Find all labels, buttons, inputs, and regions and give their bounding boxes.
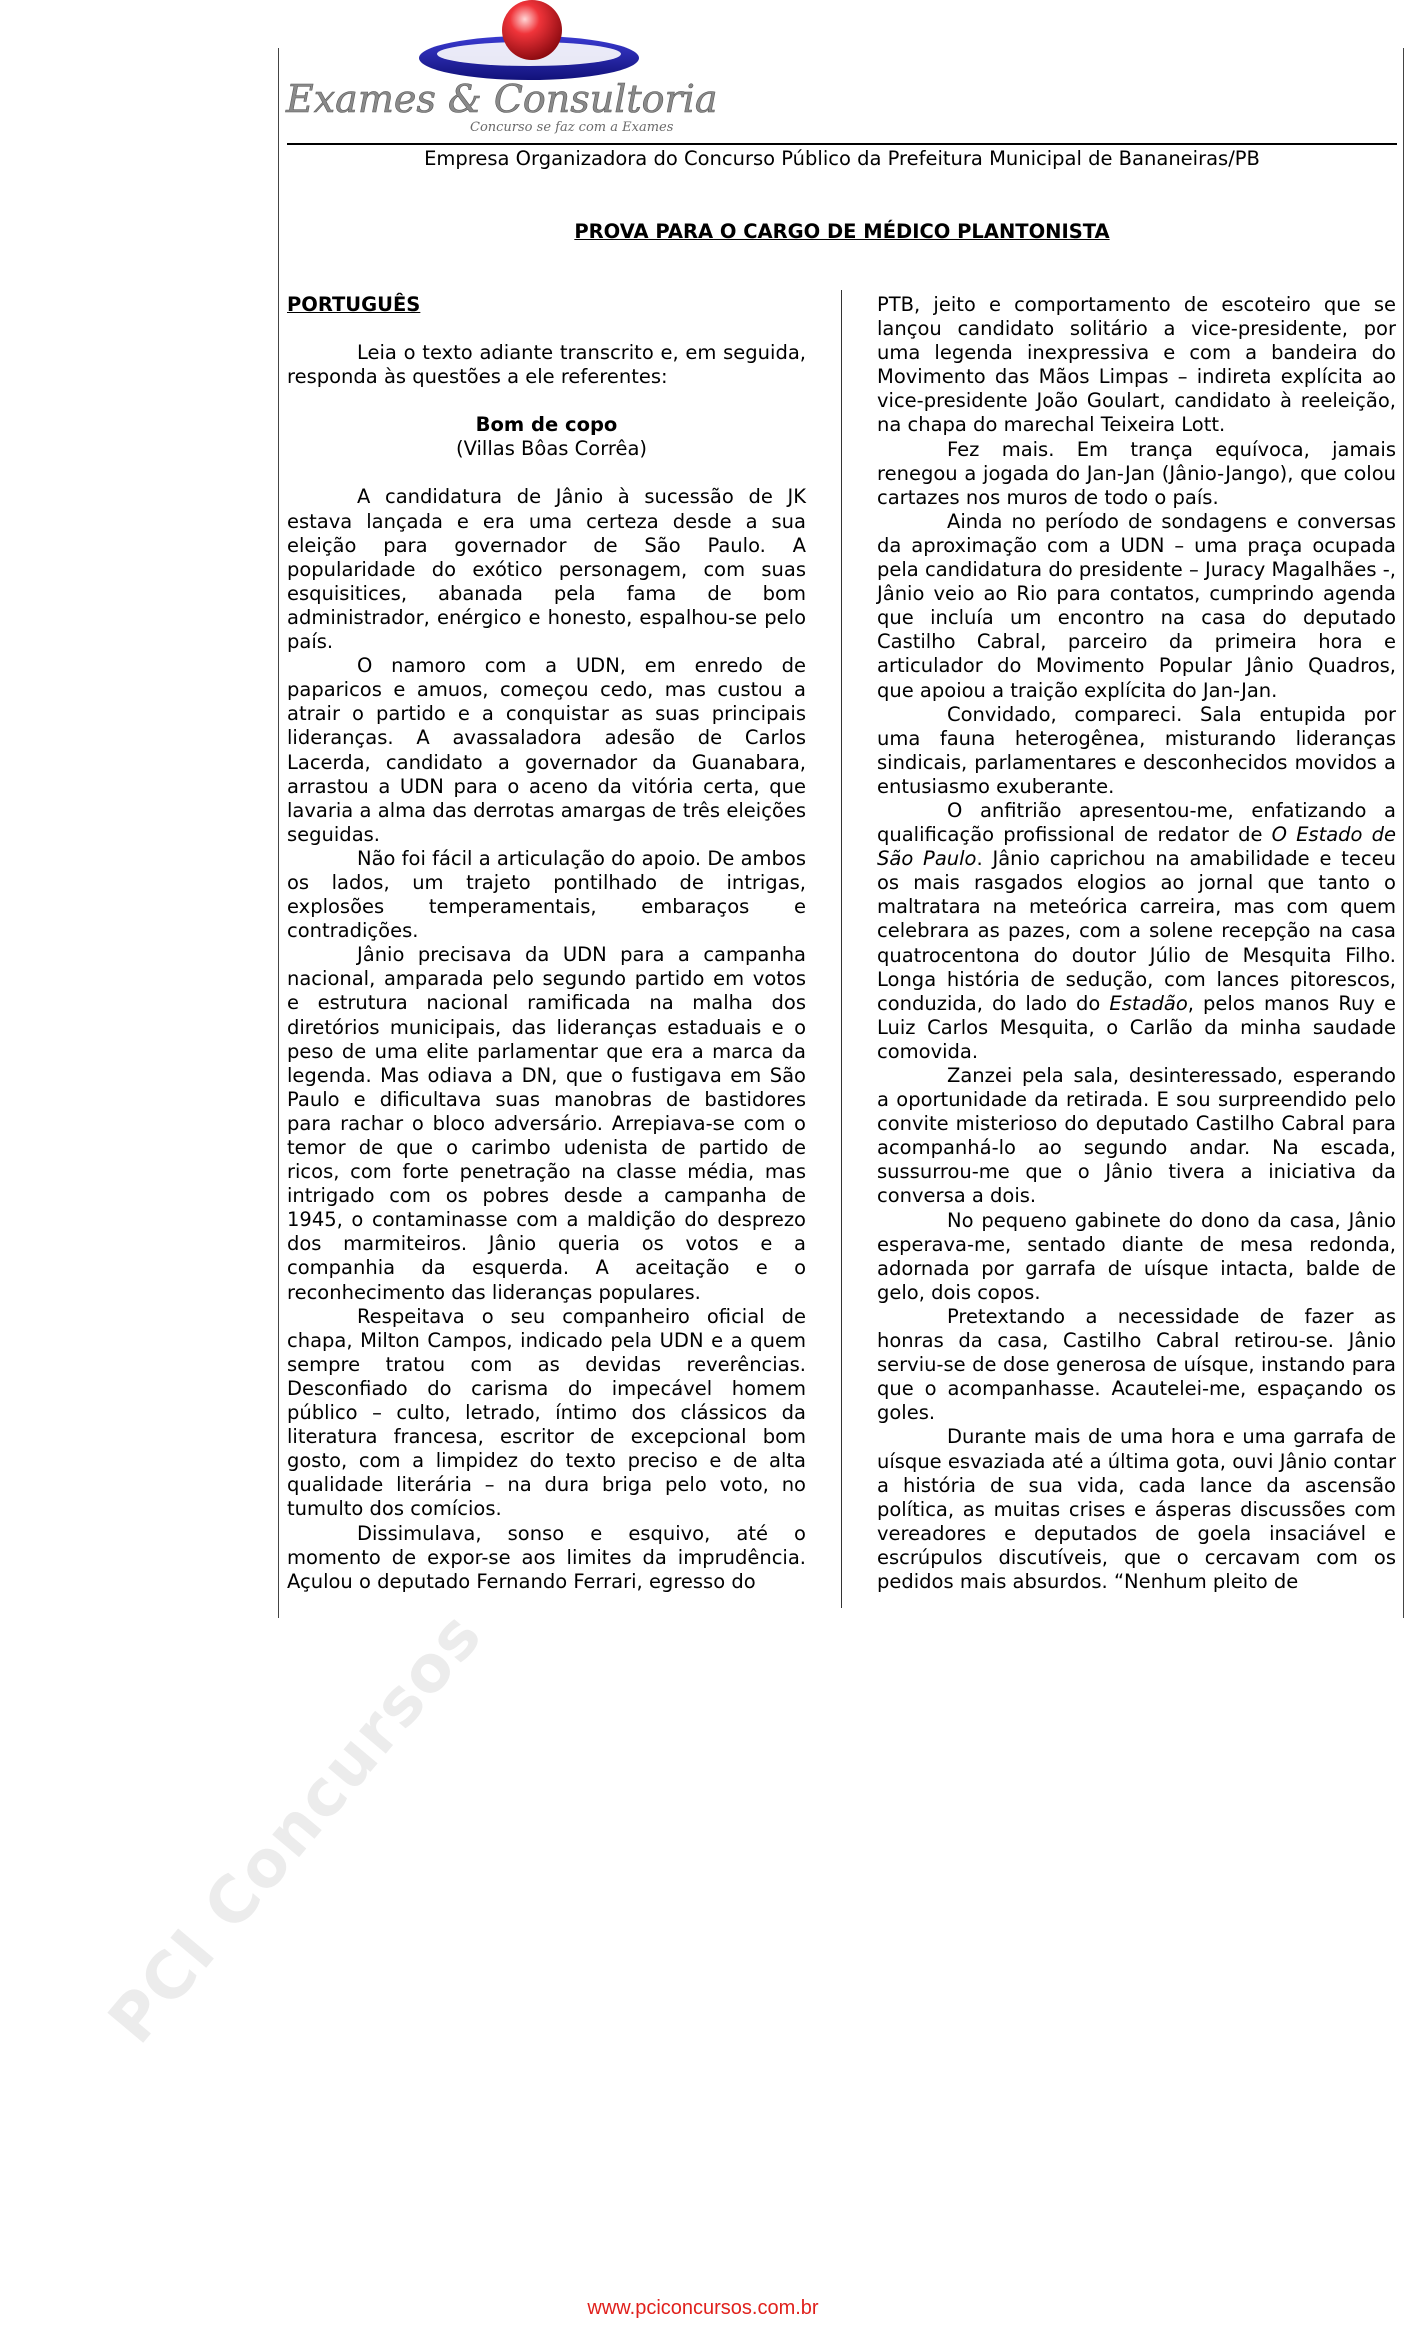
column-divider <box>841 290 842 1608</box>
right-paragraph: Durante mais de uma hora e uma garrafa de uísque esvaziada até a última gota, ouvi Jânio contar a história de sua vida, cada lance da ascensão política, as muitas crises e ásperas discussões com vereadores e deputados de goela insaciável e escrúpulos discutíveis, que o cercavam com os pedidos mais absurdos. “Nenhum pleito de <box>877 1425 1396 1593</box>
left-column <box>287 293 806 1594</box>
exam-title: PROVA PARA O CARGO DE MÉDICO PLANTONISTA <box>574 220 1110 243</box>
left-paragraph: Dissimulava, sonso e esquivo, até o momento de expor-se aos limites da imprudência. Açulou o deputado Fernando Ferrari, egresso do <box>287 1521 806 1593</box>
right-paragraph: Convidado, compareci. Sala entupida por uma fauna heterogênea, misturando lideranças sindicais, parlamentares e desconhecidos movidos a entusiasmo exuberante. <box>877 702 1396 798</box>
right-paragraph: No pequeno gabinete do dono da casa, Jânio esperava-me, sentado diante de mesa redonda, adornada por garrafa de uísque intacta, balde de gelo, dois copos. <box>877 1208 1396 1304</box>
logo-brand-text: Exames & Consultoria <box>286 77 718 121</box>
host-text-before: O anfitrião apresentou-me, enfatizando a qualificação profissional de redator de <box>877 798 1396 847</box>
left-paragraph: Jânio precisava da UDN para a campanha nacional, amparada pelo segundo partido em votos e estrutura nacional ramificada na malha dos diretórios municipais, das lideranças estaduais e o peso de uma elite parlamentar que era a marca da legenda. Mas odiava a DN, que o fustigava em São Paulo e dificultava suas manobras de bastidores para rachar o bloco adversário. Arrepiava-se com o temor de que o carimbo udenista de partido de ricos, com forte penetração na classe média, mas intrigado com os pobres desde a campanha de 1945, o contaminasse com a maldição do desprezo dos marmiteiros. Jânio queria os votos e a companhia da esquerda. A aceitação e o reconhecimento das lideranças populares. <box>287 943 806 1304</box>
right-paragraph: Pretextando a necessidade de fazer as honras da casa, Castilho Cabral retirou-se. Jânio serviu-se de dose generosa de uísque, instando para que o acompanhasse. Acautelei-me, espaçando os goles. <box>877 1304 1396 1425</box>
right-column <box>877 293 1396 1594</box>
host-text-middle: . Jânio caprichou na amabilidade e teceu os mais rasgados elogios ao jornal que tanto o maltratara na meteórica carreira, mas com quem celebrara as pazes, com a solene recepção na casa quatrocentona do doutor Júlio de Mesquita Filho. Longa história de sedução, com lances pitorescos, conduzida, do lado do <box>877 847 1397 1015</box>
footer-url[interactable]: www.pciconcursos.com.br <box>587 2297 819 2319</box>
right-continuation: PTB, jeito e comportamento de escoteiro que se lançou candidato solitário a vice-presidente, por uma legenda inexpressiva e com a bandeira do Movimento das Mãos Limpas – indireta explícita ao vice-presidente João Goulart, candidato à reeleição, na chapa do marechal Teixeira Lott. <box>877 293 1396 437</box>
exames-consultoria-logo <box>282 0 802 140</box>
text-title: Bom de copo <box>475 413 618 437</box>
right-paragraph: Fez mais. Em trança equívoca, jamais renegou a jogada do Jan-Jan (Jânio-Jango), que colou cartazes nos muros de todo o país. <box>877 437 1396 509</box>
watermark: PCI Concursos <box>95 1598 498 2058</box>
host-text-estadao: Estadão <box>1109 991 1188 1015</box>
host-text-after: , pelos manos Ruy e Luiz Carlos Mesquita, o Carlão da minha saudade comovida. <box>877 991 1397 1063</box>
right-paragraph-host <box>877 799 1396 1064</box>
text-author: (Villas Bôas Corrêa) <box>455 437 648 461</box>
organizer-line: Empresa Organizadora do Concurso Público da Prefeitura Municipal de Bananeiras/PB <box>424 147 1260 170</box>
right-paragraph: Ainda no período de sondagens e conversas da aproximação com a UDN – uma praça ocupada pela candidatura do presidente – Juracy Magalhães -, Jânio veio ao Rio para contatos, cumprindo agenda que incluía um encontro na casa do deputado Castilho Cabral, parceiro da primeira hora e articulador do Movimento Popular Jânio Quadros, que apoiou a traição explícita do Jan-Jan. <box>877 509 1396 702</box>
left-paragraph: A candidatura de Jânio à sucessão de JK estava lançada e era uma certeza desde a sua eleição para governador de São Paulo. A popularidade do exótico personagem, com suas esquisitices, abanada pela fama de bom administrador, enérgico e honesto, espalhou-se pelo país. <box>287 485 806 654</box>
page-left-border <box>278 48 279 1618</box>
left-paragraph: O namoro com a UDN, em enredo de paparicos e amuos, começou cedo, mas custou a atrair o partido e a conquistar as suas principais lideranças. A avassaladora adesão de Carlos Lacerda, candidato a governador da Guanabara, arrastou a UDN para o aceno da vitória certa, que lavaria a alma das derrotas amargas de três eleições seguidas. <box>287 654 806 846</box>
left-paragraph: Respeitava o seu companheiro oficial de chapa, Milton Campos, indicado pela UDN e a quem sempre tratou com as devidas reverências. Desconfiado do carisma do impecável homem público – culto, letrado, íntimo dos clássicos da literatura francesa, escritor de excepcional bom gosto, com a limpidez do texto preciso e de alta qualidade literária – na dura briga pelo voto, no tumulto dos comícios. <box>287 1304 806 1521</box>
host-text-newspaper: O Estado de São Paulo <box>877 823 1396 871</box>
header-rule <box>287 143 1397 145</box>
logo-tagline-text: Concurso se faz com a Exames <box>470 120 674 135</box>
instructions: Leia o texto adiante transcrito e, em seguida, responda às questões a ele referentes: <box>287 341 806 389</box>
page-right-border <box>1403 48 1404 1618</box>
left-paragraph: Não foi fácil a articulação do apoio. De ambos os lados, um trajeto pontilhado de intrigas, explosões temperamentais, embaraços e contradições. <box>287 846 806 943</box>
section-title: PORTUGUÊS <box>287 293 421 316</box>
right-paragraph: Zanzei pela sala, desinteressado, esperando a oportunidade da retirada. E sou surpreendido pelo convite misterioso do deputado Castilho Cabral para acompanhá-lo ao segundo andar. Na escada, sussurrou-me que o Jânio tivera a iniciativa da conversa a dois. <box>877 1064 1396 1208</box>
logo-red-ball <box>502 0 562 60</box>
